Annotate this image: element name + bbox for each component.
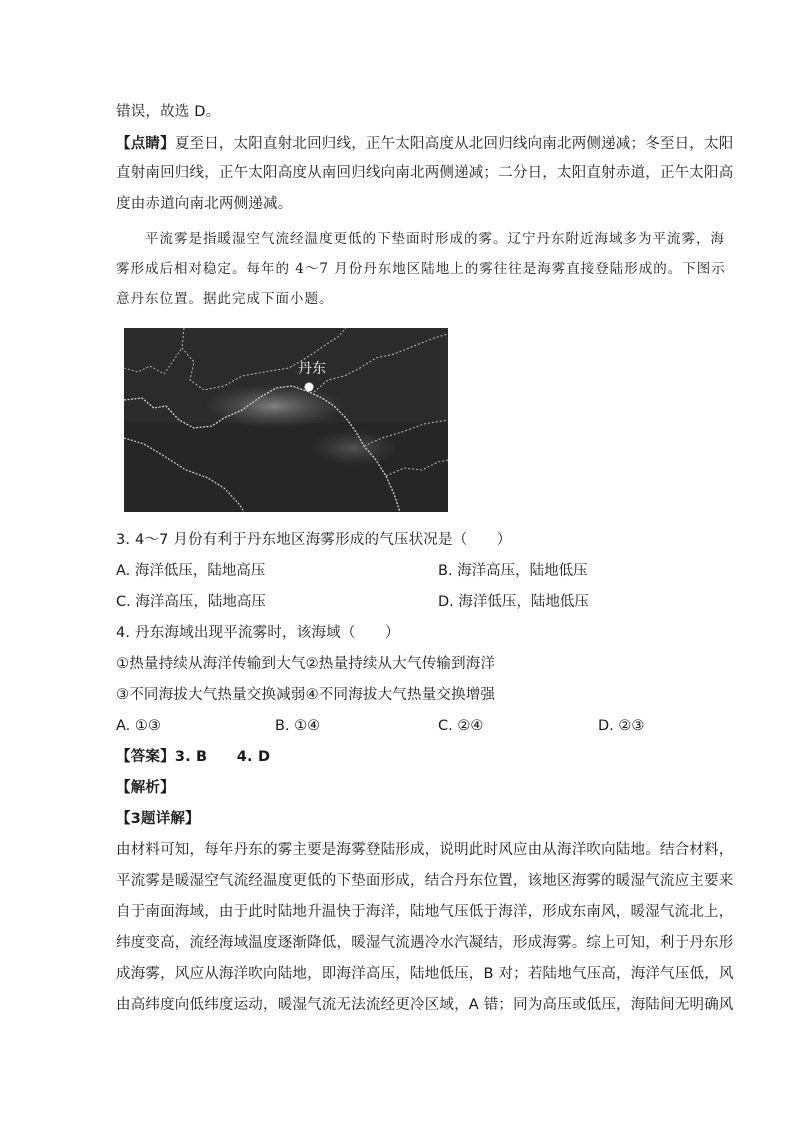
q4-statements: ①热量持续从海洋传输到大气②热量持续从大气传输到海洋: [116, 656, 496, 672]
material-line: 平流雾是指暖湿空气流经温度更低的下垫面时形成的雾。辽宁丹东附近海域多为平流雾，海: [145, 231, 725, 247]
detail-tag: 【3题详解】: [116, 811, 200, 827]
q3-option-b: B. 海洋高压，陆地低压: [438, 563, 588, 579]
material-line: 雾形成后相对稳定。每年的 4～7 月份丹东地区陆地上的雾往往是海雾直接登陆形成的。下图示: [116, 261, 726, 277]
q3-option-a: A. 海洋低压，陆地高压: [116, 563, 266, 579]
detail-line: 纬度变高，流经海域温度逐渐降低，暖湿气流遇冷水汽凝结，形成海雾。综上可知，利于丹东形: [116, 935, 734, 951]
fog-area: [309, 430, 399, 466]
q3-option-d: D. 海洋低压，陆地低压: [438, 594, 589, 610]
q3-option-c: C. 海洋高压，陆地高压: [116, 594, 266, 610]
question-stem: 4. 丹东海域出现平流雾时，该海域（ ）: [116, 625, 400, 641]
detail-line: 成海雾，风应从海洋吹向陆地，即海洋高压，陆地低压，B 对；若陆地气压高，海洋气压低，风: [116, 966, 734, 982]
note-line: 直射南回归线，正午太阳高度从南回归线向南北两侧递减；二分日，太阳直射赤道，正午太阳高: [116, 165, 734, 181]
note-tag: 【点睛】: [116, 136, 175, 152]
question-stem: 3. 4～7 月份有利于丹东地区海雾形成的气压状况是（ ）: [116, 532, 512, 548]
map-graphic: [124, 328, 448, 512]
note-line: 度由赤道向南北两侧递减。: [116, 196, 293, 212]
answer-line: [116, 747, 270, 767]
note-text: 夏至日，太阳直射北回归线，正午太阳高度从北回归线向南北两侧递减；冬至日，太阳: [174, 136, 734, 152]
detail-line: 自于南面海域，由于此时陆地升温快于海洋，陆地气压低于海洋，形成东南风，暖湿气流北上，: [116, 904, 734, 920]
q4-option-c: C. ②④: [438, 718, 484, 734]
detail-line: 由材料可知，每年丹东的雾主要是海雾登陆形成，说明此时风应由从海洋吹向陆地。结合材料，: [116, 842, 734, 858]
answer-tag: 【答案】: [116, 749, 175, 765]
detail-line: 由高纬度向低纬度运动，暖湿气流无法流经更冷区域，A 错；同为高压或低压，海陆间无明确风: [116, 997, 734, 1013]
dandong-marker: [305, 383, 314, 392]
q4-statements: ③不同海拔大气热量交换减弱④不同海拔大气热量交换增强: [116, 687, 496, 703]
note-line: [116, 134, 733, 154]
answer-text: 3. B 4. D: [174, 749, 271, 765]
sea-area: [124, 423, 448, 512]
q4-option-b: B. ①④: [275, 718, 321, 734]
material-line: 意丹东位置。据此完成下面小题。: [116, 291, 334, 307]
q4-option-d: D. ②③: [598, 718, 645, 734]
dandong-label: 丹东: [298, 361, 326, 377]
q4-option-a: A. ①③: [116, 718, 161, 734]
fog-area: [204, 384, 344, 428]
dandong-map: [124, 328, 448, 512]
analysis-tag: 【解析】: [116, 780, 175, 796]
text-line: 错误，故选 D。: [116, 104, 221, 120]
detail-line: 平流雾是暖湿空气流经温度更低的下垫面形成，结合丹东位置，该地区海雾的暖湿气流应主要来: [116, 873, 734, 889]
